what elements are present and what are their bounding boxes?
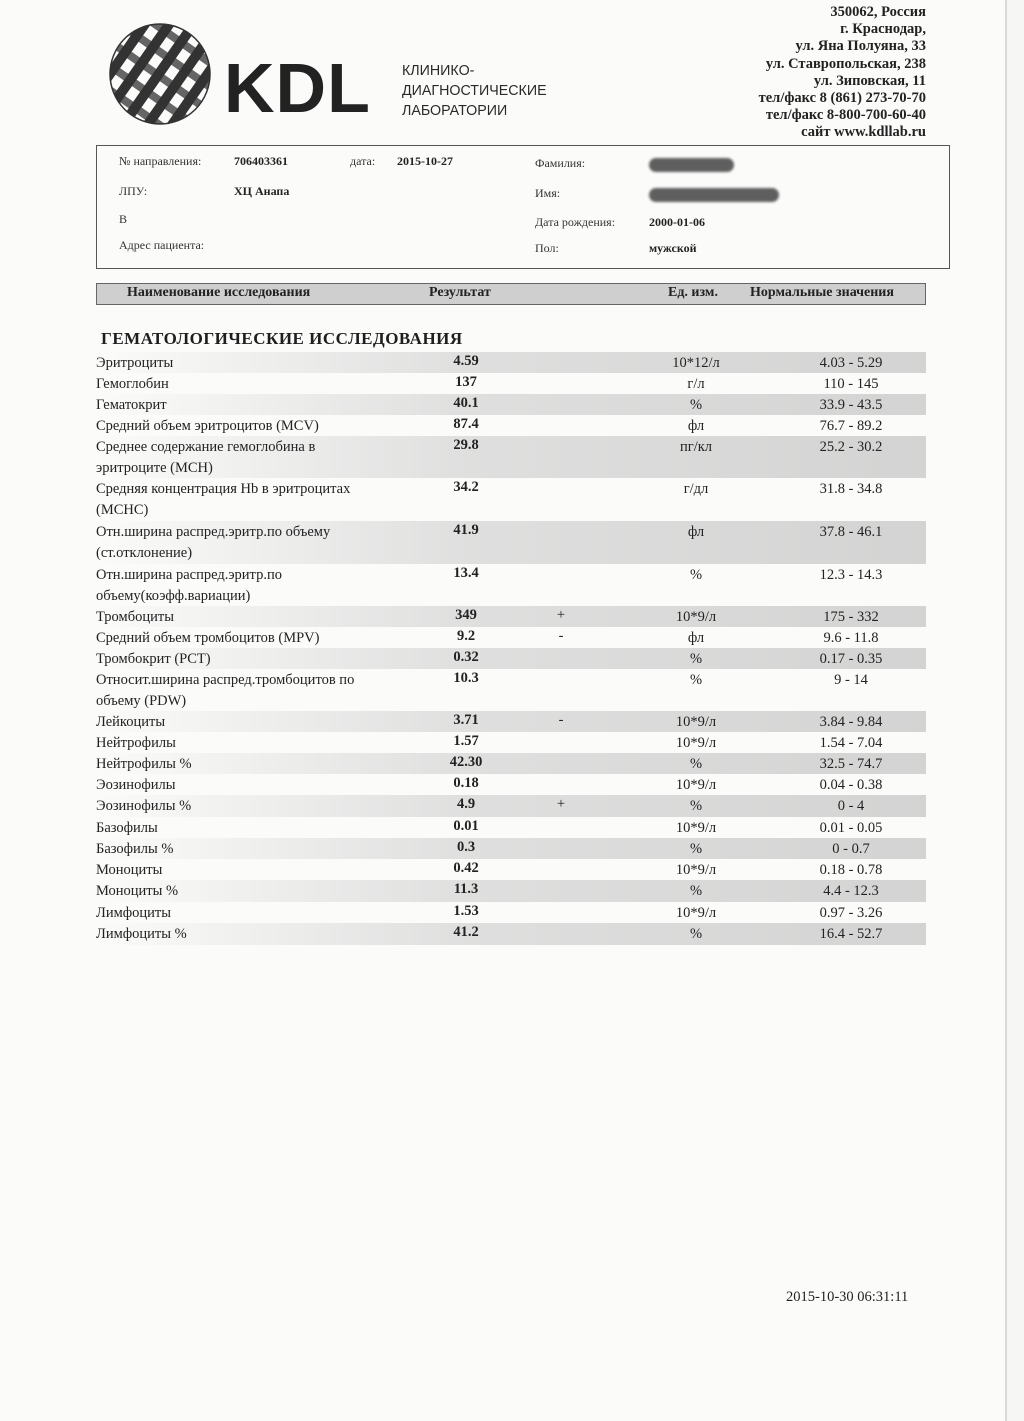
table-row: Относит.ширина распред.тромбоцитов по объему (PDW) 10.3 % 9 - 14: [96, 670, 868, 709]
date-label: дата:: [350, 154, 376, 168]
table-row: Лимфоциты 1.53 10*9/л 0.97 - 3.26: [96, 903, 883, 921]
section-title: ГЕМАТОЛОГИЧЕСКИЕ ИССЛЕДОВАНИЯ: [101, 329, 463, 348]
birth-label: Дата рождения:: [535, 215, 616, 229]
kdl-logo-icon: [108, 22, 212, 126]
table-row: Гематокрит 40.1 % 33.9 - 43.5: [96, 394, 926, 415]
col-name-header: Наименование исследования: [127, 285, 311, 300]
print-timestamp: 2015-10-30 06:31:11: [786, 1289, 909, 1305]
b-label: В: [119, 212, 128, 226]
results-table-header: [96, 283, 926, 305]
table-row: Лимфоциты % 41.2 % 16.4 - 52.7: [96, 923, 926, 945]
patient-info-box: [96, 145, 950, 269]
col-norm-header: Нормальные значения: [750, 285, 894, 300]
logo-subtitle: КЛИНИКО- ДИАГНОСТИЧЕСКИЕ ЛАБОРАТОРИИ: [402, 62, 547, 119]
table-row: Тромбокрит (PCT) 0.32 % 0.17 - 0.35: [96, 648, 926, 669]
sex-label: Пол:: [535, 241, 559, 255]
table-row: Эозинофилы 0.18 10*9/л 0.04 - 0.38: [96, 775, 883, 793]
table-row: Гемоглобин 137 г/л 110 - 145: [96, 374, 879, 392]
lab-address: 350062, Россия г. Краснодар, ул. Яна Полуяна, 33 ул. Ставропольская, 238 ул. Зиповская, 11 тел/факс 8 (861) 273-70-70 тел/факс 8-800-700-60-40 сайт www.kdllab.ru: [758, 4, 926, 141]
table-row: Эозинофилы % 4.9 + % 0 - 4: [96, 795, 926, 817]
table-row: Средний объем тромбоцитов (MPV) 9.2 - фл 9.6 - 11.8: [96, 628, 879, 646]
table-row: Эритроциты 4.59 10*12/л 4.03 - 5.29: [96, 352, 926, 373]
table-row: Нейтрофилы % 42.30 % 32.5 - 74.7: [96, 753, 926, 774]
lpu-label: ЛПУ:: [119, 184, 148, 198]
table-row: Средняя концентрация Hb в эритроцитах (MCHC) 34.2 г/дл 31.8 - 34.8: [96, 479, 883, 518]
sex-value: мужской: [649, 241, 697, 255]
lpu-value: ХЦ Анапа: [234, 184, 290, 198]
table-row: Моноциты 0.42 10*9/л 0.18 - 0.78: [96, 860, 883, 878]
col-unit-header: Ед. изм.: [668, 285, 718, 300]
table-row: Среднее содержание гемоглобина в эритроците (MCH) 29.8 пг/кл 25.2 - 30.2: [96, 436, 926, 478]
table-row: Моноциты % 11.3 % 4.4 - 12.3: [96, 880, 926, 902]
results-table: [96, 352, 926, 945]
table-row: Базофилы 0.01 10*9/л 0.01 - 0.05: [96, 818, 883, 836]
address-label: Адрес пациента:: [119, 238, 205, 252]
col-result-header: Результат: [429, 285, 491, 300]
name-label: Имя:: [535, 186, 561, 200]
referral-value: 706403361: [234, 154, 288, 168]
table-row: Отн.ширина распред.эритр.по объему(коэфф.вариации) 13.4 % 12.3 - 14.3: [96, 565, 883, 604]
surname-redacted: [649, 158, 734, 172]
date-value: 2015-10-27: [397, 154, 453, 168]
table-row: Отн.ширина распред.эритр.по объему (ст.отклонение) 41.9 фл 37.8 - 46.1: [96, 521, 926, 564]
table-row: Нейтрофилы 1.57 10*9/л 1.54 - 7.04: [96, 733, 883, 751]
table-row: Средний объем эритроцитов (MCV) 87.4 фл 76.7 - 89.2: [96, 416, 883, 434]
logo-wordmark: KDL: [224, 49, 371, 127]
name-redacted: [649, 188, 779, 202]
table-row: Базофилы % 0.3 % 0 - 0.7: [96, 838, 926, 859]
birth-value: 2000-01-06: [649, 215, 705, 229]
referral-label: № направления:: [119, 154, 202, 168]
table-row: Тромбоциты 349 + 10*9/л 175 - 332: [96, 606, 926, 627]
table-row: Лейкоциты 3.71 - 10*9/л 3.84 - 9.84: [96, 711, 926, 732]
surname-label: Фамилия:: [535, 156, 586, 170]
